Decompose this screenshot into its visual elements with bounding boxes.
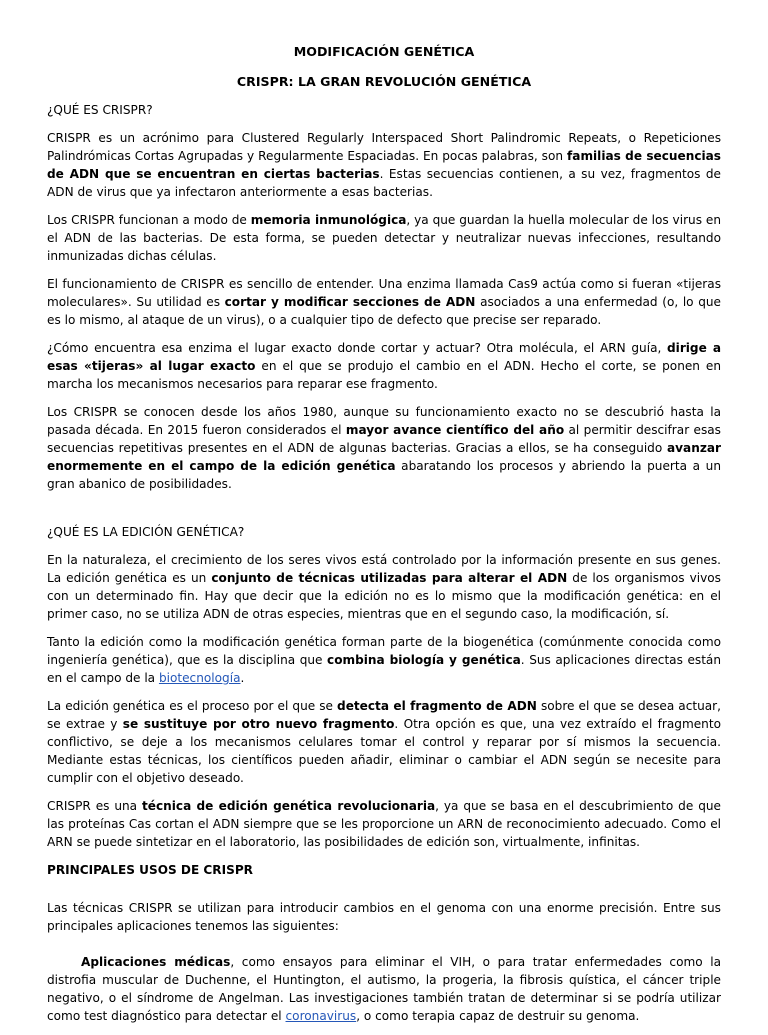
text-run: Los CRISPR se conocen desde los años 1980, aunque su funcionamiento exacto no se descubrió hasta la pasada década. En 2015 fueron considerados el — [47, 405, 721, 437]
paragraph — [47, 633, 721, 687]
bold-text: detecta el fragmento de ADN — [337, 699, 537, 713]
text-run: . Sus aplicaciones directas están en el campo de la — [47, 653, 722, 685]
text-run: al permitir descifrar esas secuencias repetitivas presentes en el ADN de algunas bacterias. Gracias a ellos, se ha conseguido — [47, 423, 721, 455]
text-run: , ya que guardan la huella molecular de los virus en el ADN de las bacterias. De esta forma, se pueden detectar y neutralizar nuevas infecciones, resultando inmunizadas dichas células. — [47, 213, 721, 263]
section-question-edicion: ¿QUÉ ES LA EDICIÓN GENÉTICA? — [47, 525, 245, 539]
text-run: . — [240, 671, 245, 685]
paragraph — [47, 551, 721, 623]
paragraph — [47, 953, 721, 1025]
text-run: El funcionamiento de CRISPR es sencillo de entender. Una enzima llamada Cas9 actúa como si fueran «tijeras moleculares». Su utilidad es — [47, 277, 721, 309]
text-run: Los CRISPR funcionan a modo de — [47, 213, 251, 227]
paragraph — [47, 275, 721, 329]
text-run: . Otra opción es que, una vez extraído el fragmento conflictivo, se deje a los mecanismos celulares tomar el control y reparar por sí mismos la secuencia. Mediante estas técnicas, los científicos pueden añadir, eliminar o cambiar el ADN según se necesite para cumplir con el objetivo deseado. — [47, 717, 721, 785]
text-run: abaratando los procesos y abriendo la puerta a un gran abanico de posibilidades. — [47, 459, 721, 491]
paragraph — [47, 797, 721, 851]
text-run: CRISPR es una — [47, 799, 142, 813]
bold-text: familias de secuencias de ADN que se encuentran en ciertas bacterias — [47, 149, 722, 181]
bold-text: cortar y modificar secciones de ADN — [224, 295, 476, 309]
bold-text: memoria inmunológica — [250, 213, 407, 227]
bold-text: mayor avance científico del año — [345, 423, 565, 437]
bold-text: conjunto de técnicas utilizadas para alterar el ADN — [211, 571, 568, 585]
paragraph — [47, 129, 721, 201]
bold-text: Aplicaciones médicas — [81, 955, 231, 969]
text-run: de los organismos vivos con un determinado fin. Hay que decir que la edición no es lo mismo que la modificación genética: en el primer caso, no se utiliza ADN de otras especies, mientras que en el segundo caso, la modificación, sí. — [47, 571, 721, 621]
paragraph — [47, 339, 721, 393]
text-run: , como ensayos para eliminar el VIH, o para tratar enfermedades como la distrofia muscular de Duchenne, el Huntington, el autismo, la progeria, la fibrosis quística, el cáncer triple negativo, o el síndrome de Angelman. Las investigaciones también tratan de determinar si se podría utilizar como test diagnóstico para detectar el — [47, 955, 722, 1023]
text-run: asociados a una enfermedad (o, lo que es lo mismo, al ataque de un virus), o a cualquier tipo de defecto que precise ser reparado. — [47, 295, 721, 327]
bold-text: se sustituye por otro nuevo fragmento — [122, 717, 395, 731]
document-body — [47, 43, 721, 1035]
biotecnologia-link[interactable]: biotecnología — [158, 671, 241, 685]
bold-text: combina biología y genética — [327, 653, 521, 667]
text-run: , o como terapia capaz de destruir su genoma. — [356, 1009, 640, 1023]
text-run: CRISPR es un acrónimo para Clustered Regularly Interspaced Short Palindromic Repeats, o Repeticiones Palindrómicas Cortas Agrupadas y Regularmente Espaciadas. En pocas palabras, son — [47, 131, 721, 163]
section-question-crispr: ¿QUÉ ES CRISPR? — [47, 103, 153, 117]
bold-text: avanzar enormemente en el campo de la edición genética — [47, 441, 721, 473]
section-heading-usos: PRINCIPALES USOS DE CRISPR — [47, 863, 253, 877]
text-run: . Estas secuencias contienen, a su vez, fragmentos de ADN de virus que ya infectaron anteriormente a esas bacterias. — [47, 167, 721, 199]
bold-text: técnica de edición genética revolucionaria — [142, 799, 436, 813]
text-run: En la naturaleza, el crecimiento de los seres vivos está controlado por la información presente en sus genes. La edición genética es un — [47, 553, 721, 585]
paragraph: Las técnicas CRISPR se utilizan para introducir cambios en el genoma con una enorme precisión. Entre sus principales aplicaciones tenemos las siguientes: — [47, 901, 721, 933]
text-run: Tanto la edición como la modificación genética forman parte de la biogenética (comúnmente conocida como ingeniería genética), que es la disciplina que — [47, 635, 721, 667]
text-run: sobre el que se desea actuar, se extrae y — [47, 699, 721, 731]
text-run: ¿Cómo encuentra esa enzima el lugar exacto donde cortar y actuar? Otra molécula, el ARN guía, — [47, 341, 668, 355]
paragraph — [47, 697, 721, 787]
document-title: MODIFICACIÓN GENÉTICA — [293, 44, 475, 59]
text-run: en el que se produjo el cambio en el ADN. Hecho el corte, se ponen en marcha los mecanismos necesarios para reparar ese fragmento. — [47, 359, 721, 391]
bold-text: dirige a esas «tijeras» al lugar exacto — [47, 341, 721, 373]
spacer — [47, 503, 721, 523]
paragraph — [47, 403, 721, 493]
coronavirus-link[interactable]: coronavirus — [285, 1009, 357, 1023]
text-run: , ya que se basa en el descubrimiento de que las proteínas Cas cortan el ADN siempre que se les proporcione un ARN de reconocimiento adecuado. Como el ARN se puede sintetizar en el laboratorio, las posibilidades de edición son, virtualmente, infinitas. — [47, 799, 721, 849]
text-run: La edición genética es el proceso por el que se — [47, 699, 338, 713]
paragraph — [47, 211, 721, 265]
document-subtitle: CRISPR: LA GRAN REVOLUCIÓN GENÉTICA — [236, 74, 532, 89]
